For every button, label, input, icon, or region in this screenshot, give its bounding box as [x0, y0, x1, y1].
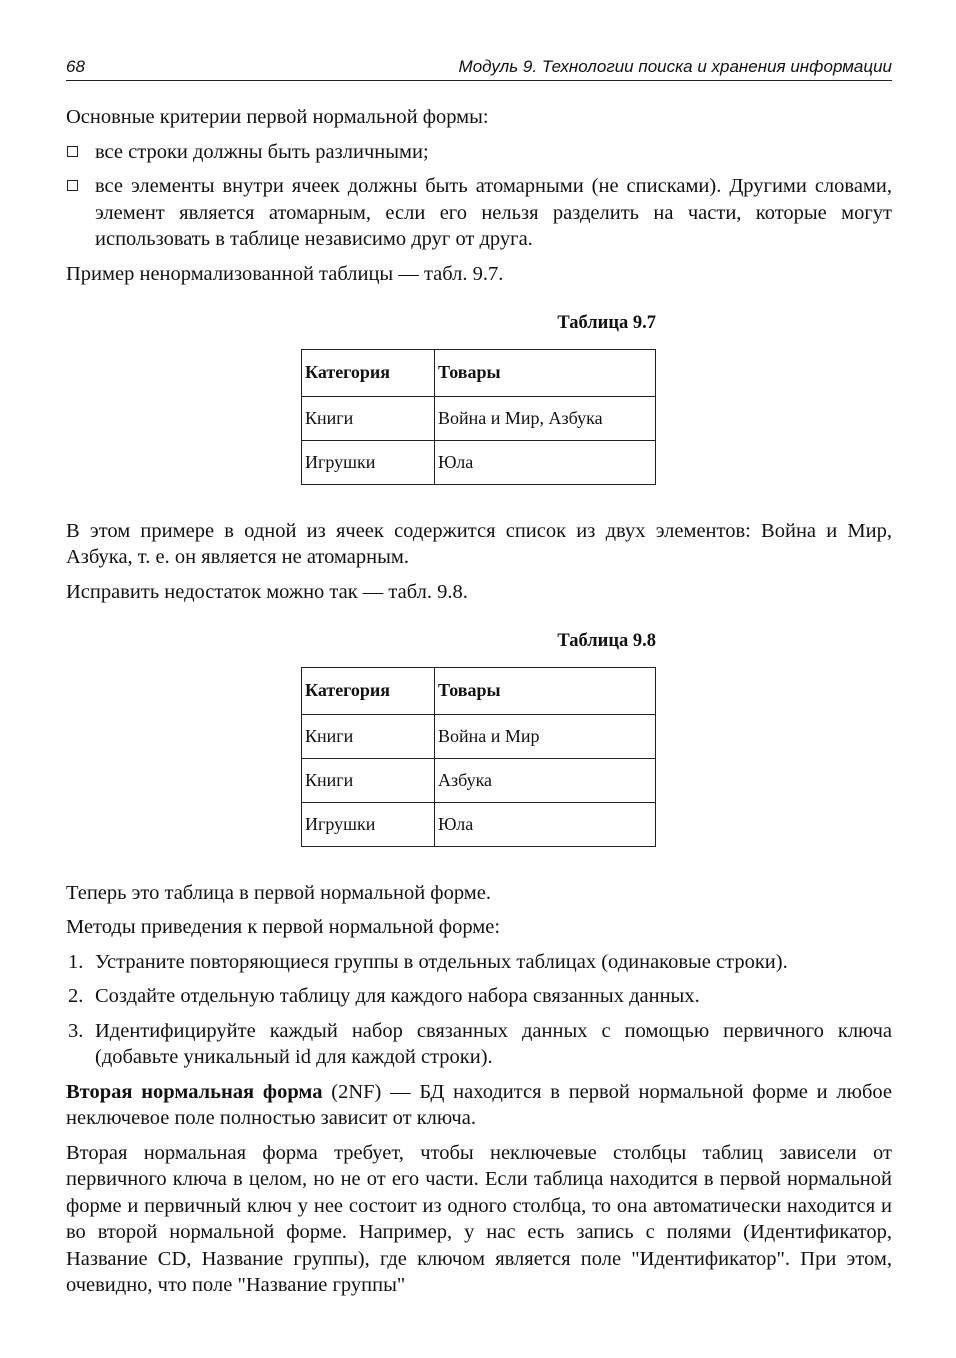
- table-row: [302, 396, 656, 440]
- table-cell: Книги: [302, 714, 435, 758]
- header-cell: Категория: [302, 667, 435, 714]
- definition-text: (2NF) — БД находится в первой нормальной форме и любое неключевое поле полностью зависит от ключа.: [66, 1080, 892, 1129]
- bullet-item: [66, 139, 892, 166]
- numbered-item: [66, 983, 892, 1010]
- table-row: [302, 714, 656, 758]
- bullet-item: [66, 173, 892, 253]
- table-9-7: [301, 349, 656, 485]
- header-cell: Категория: [302, 349, 435, 396]
- paragraph-methods-intro: Методы приведения к первой нормальной форме:: [66, 916, 501, 938]
- table-cell: Война и Мир: [435, 714, 656, 758]
- numbered-item: [66, 949, 892, 976]
- table-header-row: [302, 349, 656, 396]
- table-caption-9-7: Таблица 9.7: [557, 313, 656, 333]
- paragraph-example: Пример ненормализованной таблицы — табл. 9.7.: [66, 262, 504, 285]
- table-cell: Игрушки: [302, 440, 435, 484]
- table-row: [302, 440, 656, 484]
- item-text: Создайте отдельную таблицу для каждого набора связанных данных.: [95, 985, 700, 1007]
- paragraph-explanation: В этом примере в одной из ячеек содержится список из двух элементов: Война и Мир, Азбука, т. е. он является не атомарным.: [66, 519, 892, 568]
- item-number: 1.: [68, 950, 84, 973]
- header-cell: Товары: [435, 349, 656, 396]
- item-number: 2.: [68, 985, 84, 1007]
- paragraph-2nf-definition: [66, 1079, 892, 1132]
- table-caption-9-8: Таблица 9.8: [557, 631, 656, 651]
- table-9-8: [301, 667, 656, 847]
- table-header-row: [302, 667, 656, 714]
- header-cell: Товары: [435, 667, 656, 714]
- numbered-item: [66, 1018, 892, 1071]
- table-cell: Юла: [435, 802, 656, 846]
- term-2nf: Вторая нормальная форма: [66, 1080, 323, 1103]
- running-title: Модуль 9. Технологии поиска и хранения информации: [458, 57, 892, 76]
- table-cell: Книги: [302, 396, 435, 440]
- checkbox-bullet-icon: [67, 180, 78, 191]
- table-cell: Игрушки: [302, 802, 435, 846]
- table-cell: Книги: [302, 758, 435, 802]
- table-cell: Юла: [435, 440, 656, 484]
- checkbox-bullet-icon: [67, 146, 78, 157]
- table-row: [302, 802, 656, 846]
- table-row: [302, 758, 656, 802]
- paragraph-fix: Исправить недостаток можно так — табл. 9.8.: [66, 580, 468, 603]
- table-cell: Азбука: [435, 758, 656, 802]
- bullet-text: все элементы внутри ячеек должны быть атомарными (не списками). Другими словами, элемент является атомарным, если его нельзя разделить на части, которые могут использовать в таблице независимо друг от друга.: [95, 175, 892, 250]
- item-number: 3.: [68, 1019, 84, 1042]
- page-body: [66, 104, 892, 1307]
- page-number: 68: [66, 57, 85, 76]
- item-text: Устраните повторяющиеся группы в отдельных таблицах (одинаковые строки).: [95, 950, 788, 973]
- bullet-text: все строки должны быть различными;: [95, 140, 429, 163]
- table-cell: Война и Мир, Азбука: [435, 396, 656, 440]
- paragraph-2nf-explanation: Вторая нормальная форма требует, чтобы неключевые столбцы таблиц зависели от первичного ключа в целом, но не от его части. Если таблица находится в первой нормальной форме и первичный ключ у нее состоит из одного столбца, то она автоматически находится и во второй нормальной форме. Например, у нас есть запись с полями (Идентификатор, Название CD, Название группы), где ключом является поле "Идентификатор". При этом, очевидно, что поле "Название группы": [66, 1141, 892, 1296]
- item-text: Идентифицируйте каждый набор связанных данных с помощью первичного ключа (добавьте уникальный id для каждой строки).: [95, 1019, 892, 1068]
- paragraph-now-1nf: Теперь это таблица в первой нормальной форме.: [66, 881, 491, 904]
- paragraph-criteria-intro: Основные критерии первой нормальной формы:: [66, 106, 489, 128]
- page-header: [66, 56, 892, 81]
